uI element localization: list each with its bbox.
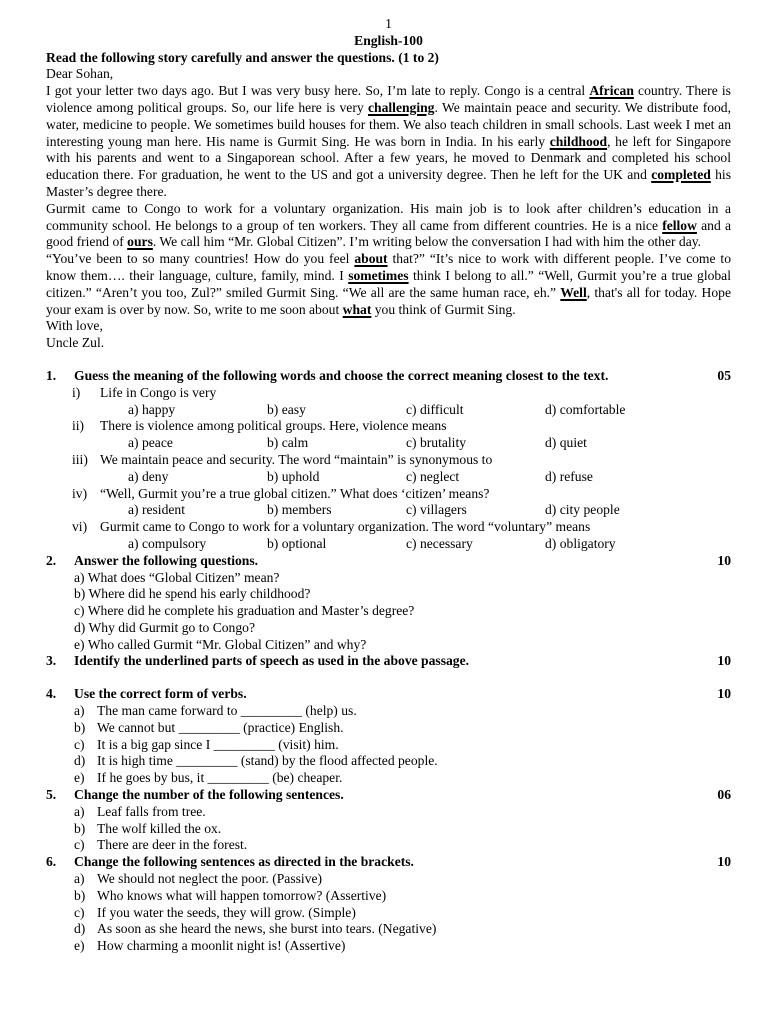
- question-3-header: [46, 653, 731, 670]
- item-letter: b): [74, 887, 86, 903]
- list-item: [74, 871, 731, 888]
- story-paragraph-1: [46, 83, 731, 201]
- answer-option: a) happy: [128, 401, 176, 417]
- answer-option: b) optional: [267, 535, 327, 551]
- list-item: e) Who called Gurmit “Mr. Global Citizen” and why?: [74, 636, 367, 652]
- question-6-items: [74, 871, 731, 955]
- question-number: 1.: [46, 367, 57, 383]
- story-paragraph-2: [46, 201, 731, 251]
- answer-option: d) comfortable: [545, 401, 626, 417]
- question-marks: 06: [717, 787, 731, 803]
- question-marks: 10: [717, 653, 731, 669]
- list-item: a) What does “Global Citizen” mean?: [74, 569, 280, 585]
- sub-question: [72, 452, 731, 469]
- question-4-header: [46, 686, 731, 703]
- item-letter: d): [74, 753, 86, 769]
- list-item: [74, 837, 731, 854]
- list-item: [74, 921, 731, 938]
- item-letter: c): [74, 837, 85, 853]
- paragraph-text: , he left for Singapore with his parents and went to a Singaporean school. After a few years, he moved to Denmark and completed his school education there. For graduation, he went to the US and got a university degree. Then he left for the UK and: [46, 133, 732, 183]
- answer-option: c) brutality: [406, 435, 467, 451]
- list-item: [74, 821, 731, 838]
- list-item: [74, 720, 731, 737]
- question-4-items: [74, 703, 731, 787]
- question-5-header: [46, 787, 731, 804]
- answer-option: a) deny: [128, 468, 169, 484]
- item-text: How charming a moonlit night is! (Assertive): [97, 938, 346, 954]
- list-item: d) Why did Gurmit go to Congo?: [74, 619, 255, 635]
- question-1-items: [72, 385, 731, 553]
- underlined-word: childhood: [549, 133, 608, 149]
- item-letter: b): [74, 719, 86, 735]
- sub-question-text: There is violence among political groups. Here, violence means: [100, 418, 447, 434]
- letter-salutation: Dear Sohan,: [46, 66, 114, 82]
- paragraph-text: think I belong to all.” “Well, Gurmit you’re a true global citizen.” “Aren’t you too, Zul?” smiled Gurmit Sing. “We all are the same human race, eh.”: [46, 267, 731, 300]
- letter-signature: Uncle Zul.: [46, 335, 105, 351]
- answer-option: d) quiet: [545, 435, 587, 451]
- item-text: It is high time _________ (stand) by the flood affected people.: [97, 753, 438, 769]
- answer-option: c) neglect: [406, 468, 460, 484]
- underlined-word: about: [354, 251, 388, 267]
- paragraph-text: Gurmit came to Congo to work for a voluntary organization. His main job is to look after children’s education in a community school. He belongs to a group of ten workers. They all came from different countries. He is a nice: [46, 200, 731, 233]
- answer-option: c) necessary: [406, 535, 473, 551]
- answer-option: a) resident: [128, 502, 185, 518]
- sub-question-number: vi): [72, 519, 88, 535]
- item-text: The wolf killed the ox.: [97, 820, 222, 836]
- page-number: 1: [385, 16, 392, 31]
- sub-question-number: ii): [72, 418, 85, 434]
- list-item: c) Where did he complete his graduation and Master’s degree?: [74, 603, 415, 619]
- sub-question-text: “Well, Gurmit you’re a true global citizen.” What does ‘citizen’ means?: [100, 485, 490, 501]
- item-text: We should not neglect the poor. (Passive): [97, 871, 323, 887]
- list-item: b) Where did he spend his early childhood?: [74, 586, 311, 602]
- sub-question-number: iv): [72, 485, 88, 501]
- paragraph-text: country. There is violence among political groups. So, our life here is very: [46, 83, 731, 115]
- question-number: 2.: [46, 552, 57, 568]
- underlined-word: what: [342, 301, 372, 317]
- item-letter: c): [74, 736, 85, 752]
- letter-closing: With love,: [46, 318, 103, 334]
- item-letter: a): [74, 803, 85, 819]
- answer-option: d) city people: [545, 502, 620, 518]
- sub-question: [72, 486, 731, 503]
- answer-option: c) villagers: [406, 502, 467, 518]
- reading-instruction: Read the following story carefully and answer the questions. (1 to 2): [46, 49, 439, 65]
- underlined-word: African: [589, 83, 634, 99]
- answer-options: [128, 469, 731, 486]
- answer-option: a) peace: [128, 435, 173, 451]
- paragraph-text: “You’ve been to so many countries! How do you feel: [46, 251, 355, 267]
- question-number: 4.: [46, 686, 57, 702]
- paragraph-text: you think of Gurmit Sing.: [371, 301, 516, 317]
- list-item: [74, 770, 731, 787]
- story-letter: [46, 66, 731, 352]
- item-letter: e): [74, 770, 85, 786]
- paragraph-text: . We call him “Mr. Global Citizen”. I’m writing below the conversation I had with him the other day.: [152, 234, 702, 250]
- answer-option: c) difficult: [406, 401, 464, 417]
- question-2-header: [46, 553, 731, 570]
- item-letter: e): [74, 938, 85, 954]
- answer-option: d) refuse: [545, 468, 593, 484]
- question-text: Identify the underlined parts of speech as used in the above passage.: [74, 653, 470, 669]
- question-text: Change the number of the following sentences.: [74, 787, 344, 803]
- answer-options: [128, 502, 731, 519]
- sub-question-text: Life in Congo is very: [100, 384, 217, 400]
- sub-question-number: i): [72, 384, 81, 400]
- item-text: If you water the seeds, they will grow. (Simple): [97, 904, 356, 920]
- answer-option: b) members: [267, 502, 332, 518]
- answer-option: b) uphold: [267, 468, 320, 484]
- answer-options: [128, 435, 731, 452]
- item-letter: a): [74, 871, 85, 887]
- question-number: 6.: [46, 854, 57, 870]
- list-item: [74, 804, 731, 821]
- question-6-header: [46, 854, 731, 871]
- list-item: [74, 888, 731, 905]
- answer-option: a) compulsory: [128, 535, 207, 551]
- underlined-word: challenging: [368, 99, 435, 115]
- answer-option: b) calm: [267, 435, 309, 451]
- answer-option: d) obligatory: [545, 535, 616, 551]
- paragraph-text: and a good friend of: [46, 217, 731, 250]
- item-letter: a): [74, 703, 85, 719]
- question-number: 5.: [46, 787, 57, 803]
- question-marks: 05: [717, 367, 731, 383]
- paragraph-text: I got your letter two days ago. But I was very busy here. So, I’m late to reply. Congo is a central: [46, 83, 590, 99]
- item-text: We cannot but _________ (practice) English.: [97, 719, 344, 735]
- sub-question: [72, 519, 731, 536]
- question-marks: 10: [717, 552, 731, 568]
- question-1-header: [46, 368, 731, 385]
- question-text: Guess the meaning of the following words and choose the correct meaning closest to the text.: [74, 367, 609, 383]
- paragraph-text: , that's all for today. Hope your exam is over by now. So, write to me soon about: [46, 284, 731, 317]
- item-text: If he goes by bus, it _________ (be) cheaper.: [97, 770, 343, 786]
- item-text: As soon as she heard the news, she burst into tears. (Negative): [97, 921, 437, 937]
- answer-option: b) easy: [267, 401, 306, 417]
- list-item: [74, 737, 731, 754]
- sub-question-text: Gurmit came to Congo to work for a voluntary organization. The word “voluntary” means: [100, 519, 591, 535]
- sub-question: [72, 418, 731, 435]
- exam-page: [46, 16, 731, 955]
- list-item: [74, 753, 731, 770]
- question-number: 3.: [46, 653, 57, 669]
- item-letter: d): [74, 921, 86, 937]
- question-4: [46, 686, 731, 787]
- question-5-items: [74, 804, 731, 854]
- question-2-items: [74, 570, 731, 654]
- answer-options: [128, 402, 731, 419]
- list-item: [74, 905, 731, 922]
- question-text: Change the following sentences as directed in the brackets.: [74, 854, 414, 870]
- item-letter: c): [74, 904, 85, 920]
- paragraph-text: that?” “It’s nice to work with different people. I’ve come to know them…. their language, culture, family, mind. I: [46, 251, 731, 283]
- question-2: [46, 553, 731, 654]
- exam-title: English-100: [354, 32, 423, 48]
- sub-question: [72, 385, 731, 402]
- paragraph-text: . We maintain peace and security. We distribute food, water, medicine to people. We sometimes build houses for them. We also teach children in small schools. Last week I met an interesting young man here. His name is Gurmit Sing. He was born in India. In his early: [46, 99, 732, 149]
- question-6: [46, 854, 731, 955]
- underlined-word: ours: [127, 234, 153, 250]
- item-text: There are deer in the forest.: [97, 837, 248, 853]
- underlined-word: sometimes: [348, 267, 409, 283]
- paragraph-text: his Master’s degree there.: [46, 167, 732, 199]
- item-text: Who knows what will happen tomorrow? (Assertive): [97, 887, 387, 903]
- question-5: [46, 787, 731, 854]
- question-text: Use the correct form of verbs.: [74, 686, 247, 702]
- answer-options: [128, 536, 731, 553]
- underlined-word: completed: [651, 167, 711, 183]
- underlined-word: Well: [560, 284, 587, 300]
- underlined-word: fellow: [662, 217, 697, 233]
- list-item: [74, 703, 731, 720]
- question-marks: 10: [717, 686, 731, 702]
- question-marks: 10: [717, 854, 731, 870]
- item-letter: b): [74, 820, 86, 836]
- sub-question-text: We maintain peace and security. The word “maintain” is synonymous to: [100, 451, 493, 467]
- item-text: It is a big gap since I _________ (visit) him.: [97, 736, 339, 752]
- item-text: Leaf falls from tree.: [97, 803, 206, 819]
- story-paragraph-3: [46, 251, 731, 318]
- question-text: Answer the following questions.: [74, 552, 259, 568]
- sub-question-number: iii): [72, 451, 88, 467]
- list-item: [74, 938, 731, 955]
- question-1: [46, 368, 731, 553]
- item-text: The man came forward to _________ (help) us.: [97, 703, 357, 719]
